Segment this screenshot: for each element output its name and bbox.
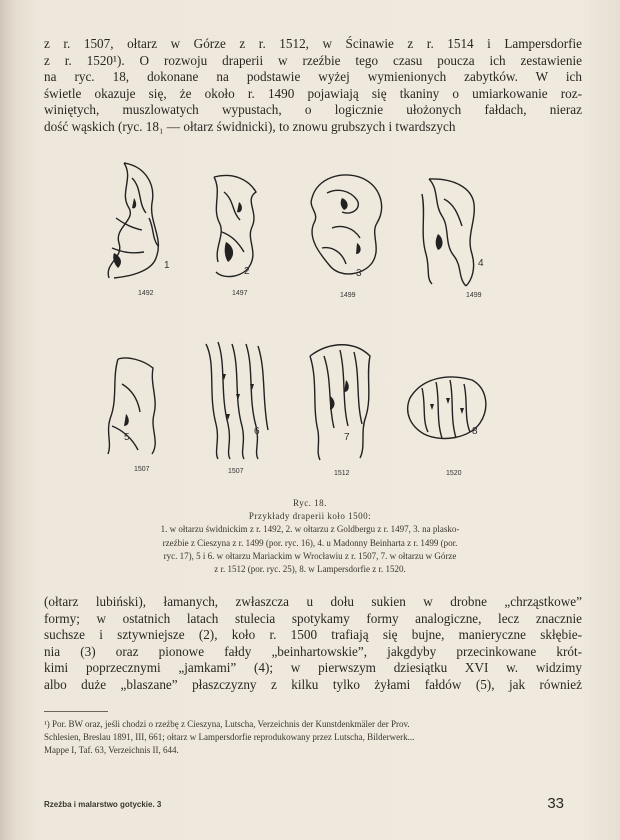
drapery-sketch-2	[204, 172, 274, 297]
page-number: 33	[547, 795, 564, 812]
figure-number: 1	[164, 260, 170, 271]
drapery-sketch-5	[98, 354, 173, 473]
footnote-line: ¹) Por. BW oraz, jeśli chodzi o rzeźbę z Cieszyna, Lutscha, Verzeichnis der Kunstdenkmäler der Prov.	[44, 719, 410, 729]
figure-caption	[96, 497, 524, 576]
drapery-sketch-1	[94, 158, 174, 297]
text-line: z r. 1520¹). O rozwoju draperii w rzeźbie tego czasu poucza ich zestawienie	[44, 52, 582, 68]
figure-year: 1492	[138, 290, 154, 297]
figure-year: 1497	[232, 290, 248, 297]
drapery-figure	[84, 158, 524, 488]
drapery-sketch-6	[196, 334, 276, 475]
caption-line: ryc. 17), 5 i 6. w ołtarzu Mariackim w Wrocławiu z r. 1507, 7. w ołtarzu w Górze	[163, 550, 457, 561]
text-line: kimi poprzecznymi „jamkami” (4); w pierwszym dziesiątku XVI w. widzimy	[44, 660, 582, 676]
caption-line: 1. w ołtarzu świdnickim z r. 1492, 2. w ołtarzu z Goldbergu z r. 1497, 3. na plasko-	[160, 524, 460, 535]
drapery-drawing-icon	[402, 368, 492, 448]
text-line: na ryc. 18, dokonane na podstawie wyżej wymienionych zabytków. W ich	[44, 69, 582, 85]
running-title: Rzeźba i malarstwo gotyckie. 3	[44, 800, 162, 809]
footnote-divider	[44, 711, 108, 712]
drapery-sketch-7	[300, 336, 380, 477]
figure-year: 1512	[334, 470, 350, 477]
body-text-bottom	[44, 594, 582, 694]
drapery-sketch-4	[414, 174, 489, 299]
figure-year: 1499	[340, 292, 356, 299]
drapery-drawing-icon	[196, 334, 276, 464]
text-line: nia (3) oraz pionowe fałdy „beinhartowskie”, jakgdyby przecinkowane krót-	[44, 643, 582, 659]
figure-year: 1520	[446, 470, 462, 477]
text-line: albo duże „blaszane” płaszczyzny z kilku tylko żyłami fałdów (5), jak również	[44, 676, 582, 692]
drapery-drawing-icon	[98, 354, 173, 464]
text-line: świetle okazuje się, że około r. 1490 pojawiają się tkaniny o umiarkowanie roz-	[44, 85, 582, 101]
drapery-drawing-icon	[300, 336, 380, 466]
footnote-line: Mappe I, Taf. 63, Verzeichnis II, 644.	[44, 745, 179, 755]
drapery-sketch-3	[302, 168, 392, 299]
caption-line: z r. 1512 (por. ryc. 25), 8. w Lampersdorfie z r. 1520.	[214, 564, 406, 575]
figure-number: 6	[254, 426, 260, 437]
figure-number: 5	[124, 432, 130, 443]
footnote-line: Schlesien, Breslau 1891, III, 661; ołtarz w Lampersdorfie reprodukowany przez Lutscha, Bilderwerk...	[44, 732, 415, 742]
caption-subtitle: Przykłady draperii koło 1500:	[248, 511, 372, 522]
figure-number: 3	[356, 268, 362, 279]
figure-number: 7	[344, 432, 350, 443]
drapery-drawing-icon	[414, 174, 489, 289]
drapery-drawing-icon	[204, 172, 274, 287]
figure-number: 8	[472, 426, 478, 437]
body-text-top	[44, 36, 582, 136]
text-line: (ołtarz lubiński), łamanych, zwłaszcza u dołu sukien w drobne „chrząstkowe”	[44, 594, 582, 609]
figure-number: 4	[478, 258, 484, 269]
figure-year: 1507	[134, 466, 150, 473]
caption-line: rzeźbie z Cieszyna z r. 1499 (por. ryc. 16), 4. u Madonny Beinharta z r. 1499 (por.	[162, 537, 458, 548]
text-line: z r. 1507, ołtarz w Górze z r. 1512, w Ścinawie z r. 1514 i Lampersdorfie	[44, 36, 582, 51]
drapery-sketch-8	[402, 368, 492, 477]
drapery-drawing-icon	[94, 158, 174, 288]
text-line: suchsze i sztywniejsze (2), koło r. 1500 trafiają się bujne, manieryczne skłębie-	[44, 627, 582, 643]
text-line: formy; w ostatnich latach stulecia spotykamy formy analogiczne, lecz znacznie	[44, 610, 582, 626]
text-line: dość wąskich (ryc. 18₁ — ołtarz świdnicki), to znowu grubszych i twardszych	[44, 118, 456, 134]
caption-title: Ryc. 18.	[293, 498, 327, 508]
text-line: winiętych, muszlowatych wypustach, o logicznie ułożonych fałdach, nieraz	[44, 102, 582, 118]
figure-number: 2	[244, 266, 250, 277]
figure-year: 1499	[466, 292, 482, 299]
footnote	[44, 718, 582, 757]
figure-year: 1507	[228, 468, 244, 475]
drapery-drawing-icon	[302, 168, 392, 288]
